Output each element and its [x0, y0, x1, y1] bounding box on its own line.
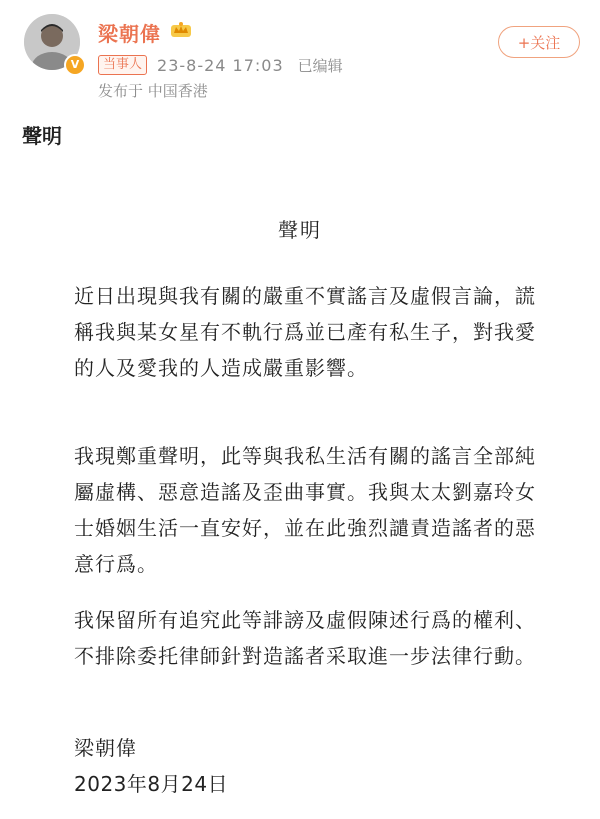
post-location: 发布于 中国香港 [98, 82, 208, 100]
post-meta [98, 54, 343, 76]
verified-icon: V [64, 54, 86, 76]
statement-title: 聲明 [278, 218, 322, 242]
signature-name: 梁朝偉 [74, 736, 137, 760]
follow-button[interactable]: +关注 [498, 26, 580, 58]
crown-icon [170, 20, 192, 38]
statement-paragraph-3: 我保留所有追究此等誹謗及虛假陳述行爲的權利、不排除委托律師針對造謠者采取進一步法律行動。 [74, 608, 536, 668]
post-timestamp: 23-8-24 17:03 [157, 55, 284, 75]
edited-label[interactable]: 已编辑 [297, 56, 343, 75]
post-header [0, 0, 600, 110]
statement-paragraph-2: 我現鄭重聲明，此等與我私生活有關的謠言全部純屬虛構、惡意造謠及歪曲事實。我與太太劉嘉玲女士婚姻生活一直安好，並在此強烈譴責造謠者的惡意行爲。 [74, 444, 536, 576]
statement-paragraph-1: 近日出現與我有關的嚴重不實謠言及虛假言論，謊稱我與某女星有不軌行爲並已產有私生子，對我愛的人及愛我的人造成嚴重影響。 [74, 284, 536, 380]
signature-date: 2023年8月24日 [74, 772, 229, 796]
author-name[interactable]: 梁朝偉 [98, 22, 161, 46]
post-text: 聲明 [22, 124, 62, 148]
role-badge: 当事人 [98, 55, 147, 75]
